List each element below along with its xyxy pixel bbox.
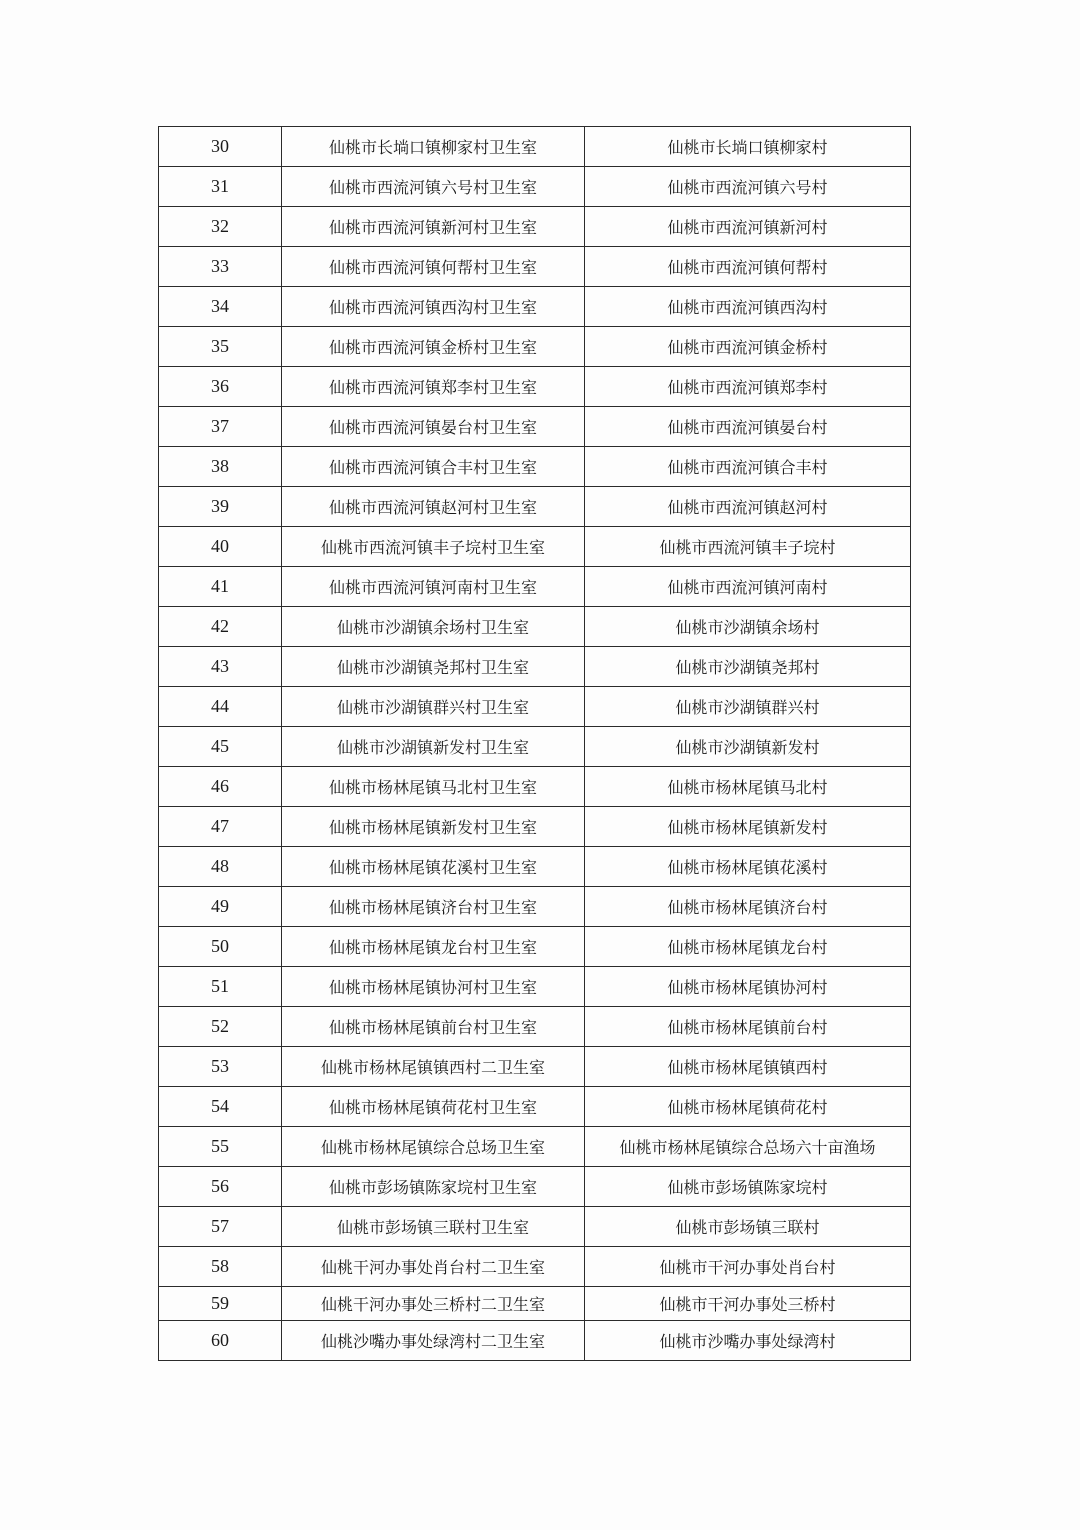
clinic-location: 仙桃市沙湖镇新发村 [585, 727, 911, 767]
table-row [159, 447, 911, 487]
row-number: 37 [159, 407, 282, 447]
clinic-location: 仙桃市干河办事处三桥村 [585, 1287, 911, 1321]
clinic-location: 仙桃市沙湖镇群兴村 [585, 687, 911, 727]
clinic-location: 仙桃市杨林尾镇镇西村 [585, 1047, 911, 1087]
clinic-location: 仙桃市杨林尾镇前台村 [585, 1007, 911, 1047]
table-row [159, 1047, 911, 1087]
clinic-name: 仙桃市杨林尾镇新发村卫生室 [282, 807, 585, 847]
clinic-location: 仙桃市杨林尾镇荷花村 [585, 1087, 911, 1127]
clinic-name: 仙桃市杨林尾镇马北村卫生室 [282, 767, 585, 807]
clinic-name: 仙桃市西流河镇何帮村卫生室 [282, 247, 585, 287]
clinic-name: 仙桃市长埫口镇柳家村卫生室 [282, 127, 585, 167]
row-number: 45 [159, 727, 282, 767]
row-number: 41 [159, 567, 282, 607]
clinic-name: 仙桃市西流河镇金桥村卫生室 [282, 327, 585, 367]
clinic-location: 仙桃市西流河镇河南村 [585, 567, 911, 607]
clinic-name: 仙桃市杨林尾镇龙台村卫生室 [282, 927, 585, 967]
row-number: 57 [159, 1207, 282, 1247]
row-number: 38 [159, 447, 282, 487]
clinic-table [158, 126, 911, 1361]
table-row [159, 207, 911, 247]
table-row [159, 167, 911, 207]
row-number: 49 [159, 887, 282, 927]
table-row [159, 1087, 911, 1127]
table-row [159, 1007, 911, 1047]
table-row [159, 567, 911, 607]
clinic-location: 仙桃市西流河镇金桥村 [585, 327, 911, 367]
row-number: 56 [159, 1167, 282, 1207]
clinic-location: 仙桃市西流河镇新河村 [585, 207, 911, 247]
clinic-name: 仙桃市西流河镇西沟村卫生室 [282, 287, 585, 327]
clinic-location: 仙桃市西流河镇何帮村 [585, 247, 911, 287]
row-number: 60 [159, 1321, 282, 1361]
clinic-name: 仙桃沙嘴办事处绿湾村二卫生室 [282, 1321, 585, 1361]
row-number: 32 [159, 207, 282, 247]
clinic-name: 仙桃市杨林尾镇荷花村卫生室 [282, 1087, 585, 1127]
clinic-location: 仙桃市西流河镇六号村 [585, 167, 911, 207]
row-number: 30 [159, 127, 282, 167]
row-number: 44 [159, 687, 282, 727]
clinic-name: 仙桃市杨林尾镇镇西村二卫生室 [282, 1047, 585, 1087]
row-number: 52 [159, 1007, 282, 1047]
table-row [159, 687, 911, 727]
clinic-name: 仙桃市西流河镇六号村卫生室 [282, 167, 585, 207]
clinic-name: 仙桃市沙湖镇群兴村卫生室 [282, 687, 585, 727]
clinic-name: 仙桃市沙湖镇余场村卫生室 [282, 607, 585, 647]
clinic-table-body [159, 127, 911, 1361]
clinic-location: 仙桃市西流河镇郑李村 [585, 367, 911, 407]
clinic-name: 仙桃市杨林尾镇花溪村卫生室 [282, 847, 585, 887]
clinic-location: 仙桃市沙嘴办事处绿湾村 [585, 1321, 911, 1361]
clinic-location: 仙桃市西流河镇丰子垸村 [585, 527, 911, 567]
clinic-location: 仙桃市杨林尾镇龙台村 [585, 927, 911, 967]
clinic-location: 仙桃市西流河镇赵河村 [585, 487, 911, 527]
clinic-location: 仙桃市杨林尾镇济台村 [585, 887, 911, 927]
row-number: 54 [159, 1087, 282, 1127]
clinic-name: 仙桃市杨林尾镇协河村卫生室 [282, 967, 585, 1007]
clinic-name: 仙桃市西流河镇合丰村卫生室 [282, 447, 585, 487]
clinic-name: 仙桃市杨林尾镇综合总场卫生室 [282, 1127, 585, 1167]
clinic-location: 仙桃市干河办事处肖台村 [585, 1247, 911, 1287]
clinic-name: 仙桃市西流河镇河南村卫生室 [282, 567, 585, 607]
clinic-name: 仙桃市杨林尾镇前台村卫生室 [282, 1007, 585, 1047]
clinic-name: 仙桃市西流河镇新河村卫生室 [282, 207, 585, 247]
row-number: 59 [159, 1287, 282, 1321]
row-number: 43 [159, 647, 282, 687]
table-row [159, 527, 911, 567]
row-number: 47 [159, 807, 282, 847]
table-row [159, 407, 911, 447]
table-row [159, 1207, 911, 1247]
row-number: 55 [159, 1127, 282, 1167]
clinic-location: 仙桃市西流河镇西沟村 [585, 287, 911, 327]
clinic-name: 仙桃市彭场镇陈家垸村卫生室 [282, 1167, 585, 1207]
clinic-name: 仙桃市彭场镇三联村卫生室 [282, 1207, 585, 1247]
row-number: 35 [159, 327, 282, 367]
row-number: 46 [159, 767, 282, 807]
clinic-location: 仙桃市沙湖镇尧邦村 [585, 647, 911, 687]
clinic-location: 仙桃市杨林尾镇综合总场六十亩渔场 [585, 1127, 911, 1167]
table-row [159, 287, 911, 327]
clinic-location: 仙桃市杨林尾镇花溪村 [585, 847, 911, 887]
clinic-location: 仙桃市杨林尾镇新发村 [585, 807, 911, 847]
table-row [159, 1287, 911, 1321]
table-row [159, 887, 911, 927]
clinic-location: 仙桃市西流河镇合丰村 [585, 447, 911, 487]
clinic-name: 仙桃市西流河镇郑李村卫生室 [282, 367, 585, 407]
clinic-location: 仙桃市沙湖镇余场村 [585, 607, 911, 647]
clinic-name: 仙桃市西流河镇晏台村卫生室 [282, 407, 585, 447]
clinic-location: 仙桃市彭场镇三联村 [585, 1207, 911, 1247]
clinic-name: 仙桃市杨林尾镇济台村卫生室 [282, 887, 585, 927]
row-number: 33 [159, 247, 282, 287]
row-number: 39 [159, 487, 282, 527]
row-number: 34 [159, 287, 282, 327]
table-row [159, 967, 911, 1007]
table-row [159, 127, 911, 167]
table-row [159, 767, 911, 807]
row-number: 42 [159, 607, 282, 647]
clinic-location: 仙桃市长埫口镇柳家村 [585, 127, 911, 167]
row-number: 48 [159, 847, 282, 887]
clinic-location: 仙桃市彭场镇陈家垸村 [585, 1167, 911, 1207]
table-row [159, 647, 911, 687]
table-row [159, 1247, 911, 1287]
clinic-location: 仙桃市杨林尾镇协河村 [585, 967, 911, 1007]
clinic-location: 仙桃市西流河镇晏台村 [585, 407, 911, 447]
table-row [159, 847, 911, 887]
row-number: 36 [159, 367, 282, 407]
row-number: 53 [159, 1047, 282, 1087]
table-row [159, 1127, 911, 1167]
row-number: 50 [159, 927, 282, 967]
row-number: 58 [159, 1247, 282, 1287]
table-row [159, 927, 911, 967]
row-number: 51 [159, 967, 282, 1007]
table-row [159, 367, 911, 407]
clinic-name: 仙桃干河办事处肖台村二卫生室 [282, 1247, 585, 1287]
row-number: 40 [159, 527, 282, 567]
clinic-name: 仙桃干河办事处三桥村二卫生室 [282, 1287, 585, 1321]
table-row [159, 1321, 911, 1361]
table-row [159, 327, 911, 367]
clinic-name: 仙桃市西流河镇赵河村卫生室 [282, 487, 585, 527]
table-row [159, 807, 911, 847]
table-row [159, 487, 911, 527]
row-number: 31 [159, 167, 282, 207]
table-row [159, 1167, 911, 1207]
table-row [159, 727, 911, 767]
clinic-name: 仙桃市沙湖镇尧邦村卫生室 [282, 647, 585, 687]
clinic-name: 仙桃市沙湖镇新发村卫生室 [282, 727, 585, 767]
table-row [159, 247, 911, 287]
clinic-name: 仙桃市西流河镇丰子垸村卫生室 [282, 527, 585, 567]
clinic-location: 仙桃市杨林尾镇马北村 [585, 767, 911, 807]
table-row [159, 607, 911, 647]
